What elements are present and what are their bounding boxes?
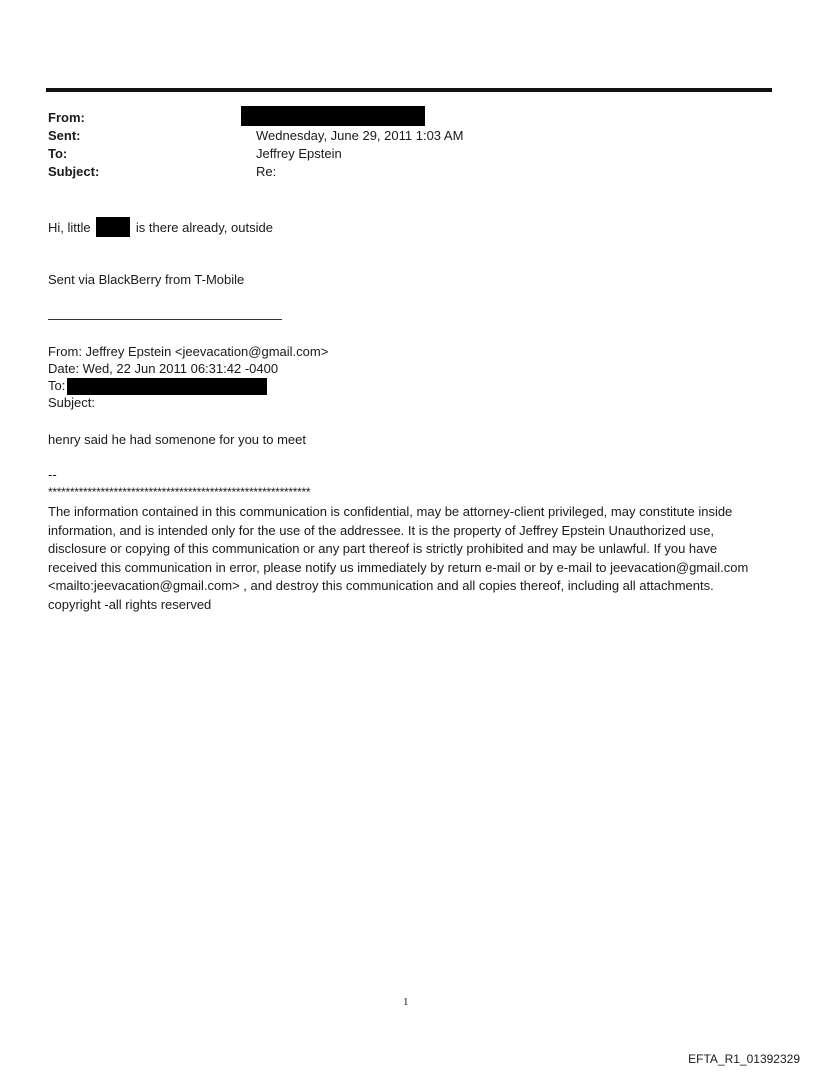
confidentiality-disclaimer: The information contained in this communication is confidential, may be attorney-client privileged, may constitute inside information, and is intended only for the use of the addressee. It is the property of Jeffrey Epstein Unauthorized use, disclosure or copying of this communication or any part thereof is strictly prohibited and may be unlawful. If you have received this communication in error, please notify us immediately by return e-mail or by e-mail to jeevacation@gmail.com <mailto:jeevacation@gmail.com> , and destroy this communication and all copies thereof, including all attachments. copyright -all rights reserved — [48, 504, 749, 612]
redaction-to — [67, 378, 267, 395]
top-rule — [46, 88, 772, 92]
redaction-name — [96, 217, 130, 237]
to-label: To: — [48, 146, 68, 161]
greeting-end: is there already, outside — [135, 220, 273, 235]
document-id: EFTA_R1_01392329 — [688, 1052, 800, 1066]
signature-dash: -- — [48, 467, 57, 482]
sent-value: Wednesday, June 29, 2011 1:03 AM — [256, 128, 464, 143]
subject-value: Re: — [256, 164, 277, 179]
separator-line — [48, 319, 282, 320]
quoted-message: henry said he had somenone for you to meet — [48, 432, 306, 447]
sent-label: Sent: — [48, 128, 81, 143]
to-value: Jeffrey Epstein — [256, 146, 342, 161]
quoted-to-label: To: — [48, 378, 66, 393]
quoted-date: Date: Wed, 22 Jun 2011 06:31:42 -0400 — [48, 361, 279, 376]
greeting-start: Hi, little — [48, 220, 91, 235]
greeting-line — [48, 217, 273, 237]
subject-label: Subject: — [48, 164, 100, 179]
asterisk-line: ************************************************************ — [48, 485, 311, 499]
quoted-subject: Subject: — [48, 395, 95, 410]
from-label: From: — [48, 110, 85, 125]
redaction-from — [241, 106, 425, 126]
page-number: 1 — [403, 996, 409, 1008]
quoted-from: From: Jeffrey Epstein <jeevacation@gmail.com> — [48, 344, 329, 359]
signature: Sent via BlackBerry from T-Mobile — [48, 272, 245, 287]
